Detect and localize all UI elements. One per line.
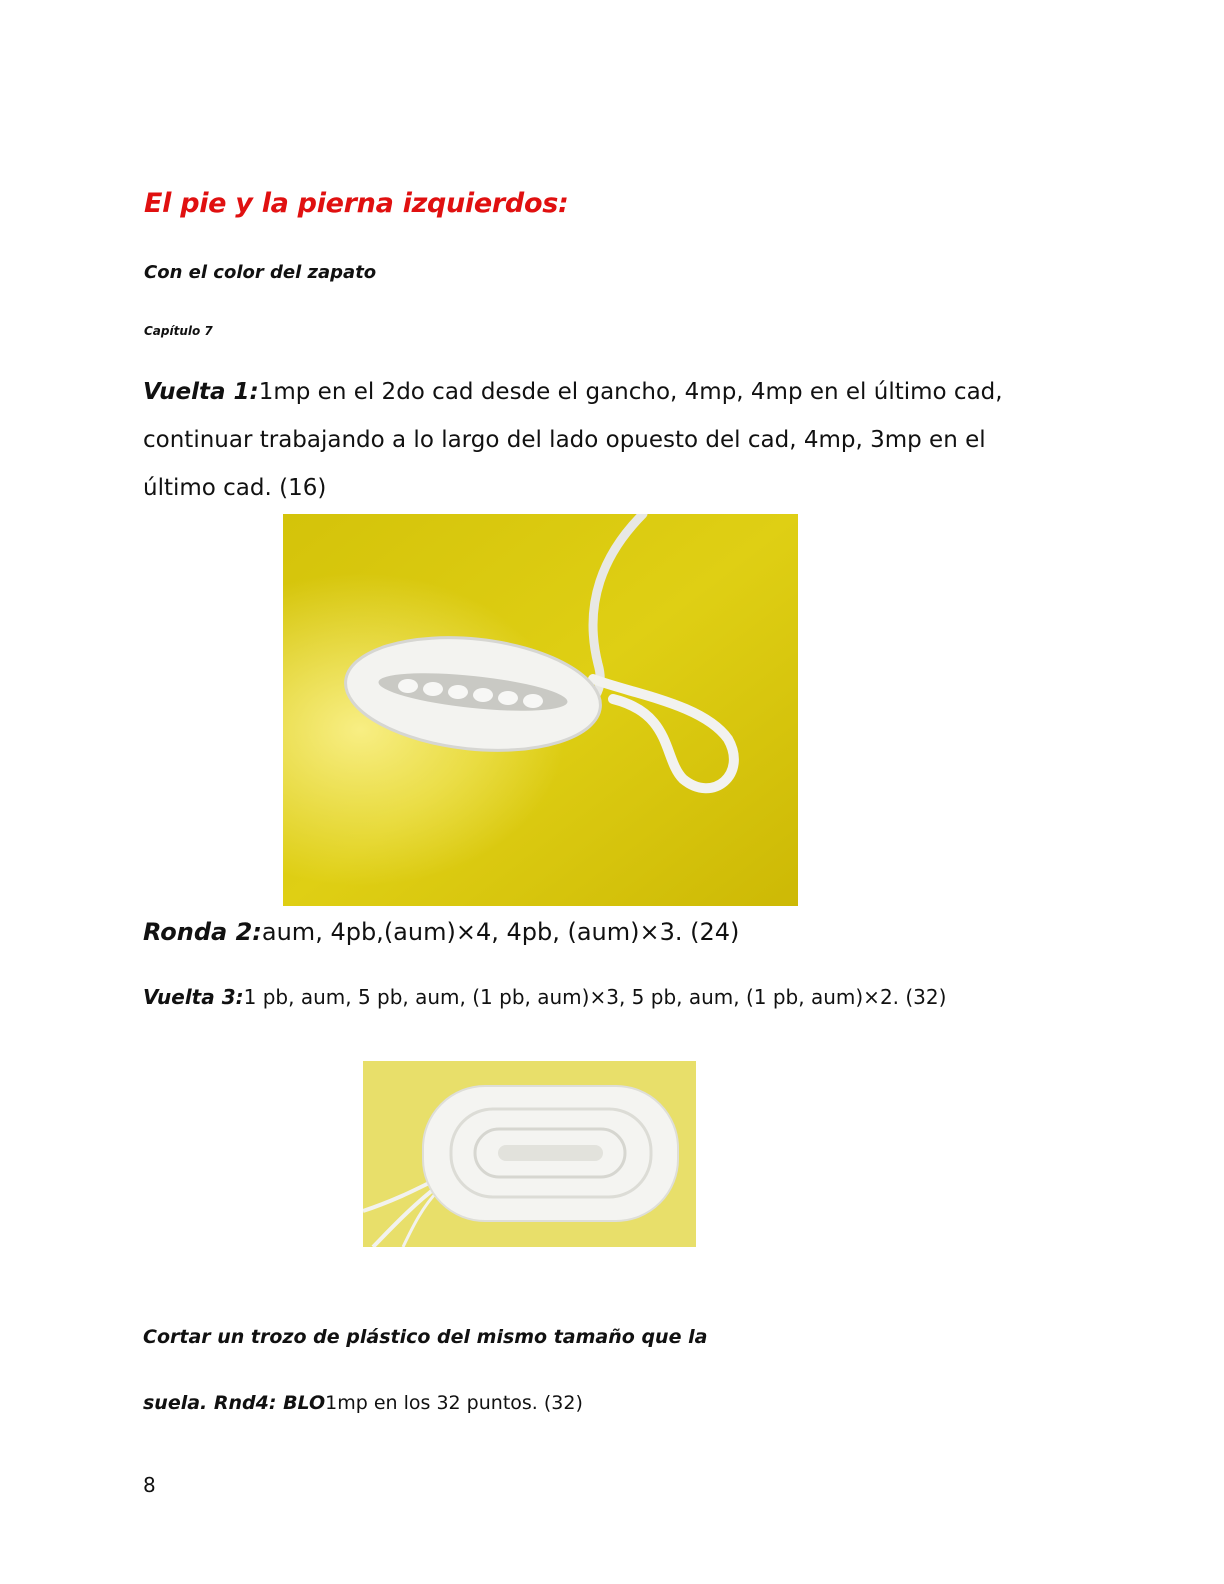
photo-crochet-sole [363, 1061, 696, 1247]
subheading: Con el color del zapato [144, 262, 377, 283]
row-3-label: Vuelta 3: [143, 985, 244, 1009]
row-3-instructions [143, 983, 946, 1011]
row-2-label: Ronda 2: [143, 918, 262, 946]
row-1-text: 1mp en el 2do cad desde el gancho, 4mp, 4mp en el último cad, continuar trabajando a lo largo del lado opuesto del cad, 4mp, 3mp en el último cad. (16) [143, 379, 1003, 501]
row-4-text: 1mp en los 32 puntos. (32) [325, 1392, 583, 1414]
row-4-label: suela. Rnd4: BLO [143, 1392, 326, 1414]
chapter-label: Capítulo 7 [144, 324, 213, 338]
row-1-instructions [143, 368, 1023, 512]
page-number: 8 [143, 1473, 156, 1497]
photo-crochet-oval-start [283, 514, 798, 906]
row-1-label: Vuelta 1: [143, 379, 259, 405]
row-3-text: 1 pb, aum, 5 pb, aum, (1 pb, aum)×3, 5 pb, aum, (1 pb, aum)×2. (32) [243, 985, 947, 1009]
row-4-instructions [143, 1389, 583, 1417]
note-line: Cortar un trozo de plástico del mismo tamaño que la [143, 1326, 708, 1348]
row-2-instructions [143, 914, 739, 950]
row-2-text: aum, 4pb,(aum)×4, 4pb, (aum)×3. (24) [261, 918, 740, 946]
section-heading: El pie y la pierna izquierdos: [144, 188, 569, 219]
